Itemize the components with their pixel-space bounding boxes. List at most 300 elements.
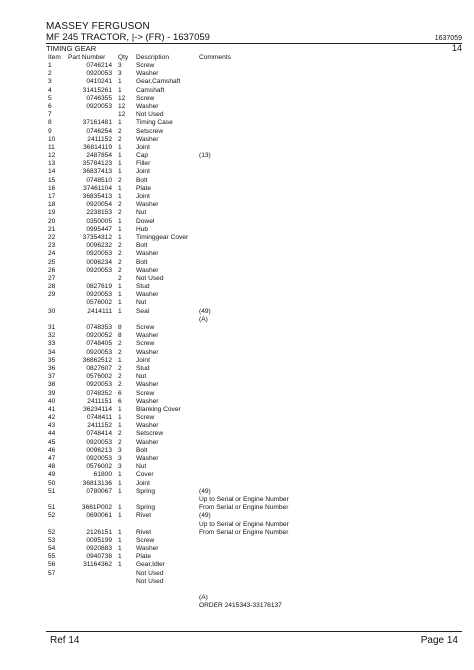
- cell-qty: 1: [118, 86, 122, 94]
- table-row: [0, 602, 474, 610]
- cell-description: Rivet: [136, 528, 152, 536]
- table-row: [0, 373, 474, 381]
- cell-part-number: 0748414: [86, 430, 112, 438]
- cell-item: 18: [48, 201, 56, 209]
- col-part-header: Part Number: [68, 54, 106, 61]
- cell-qty: 1: [118, 160, 122, 168]
- table-row: [0, 398, 474, 406]
- cell-description: Joint: [136, 193, 150, 200]
- cell-description: Bolt: [136, 176, 148, 184]
- cell-item: 48: [48, 463, 56, 471]
- cell-qty: 1: [118, 283, 122, 291]
- cell-part-number: 2238153: [86, 209, 112, 217]
- table-row: [0, 553, 474, 561]
- cell-description: Bolt: [136, 242, 148, 250]
- cell-item: 2: [48, 70, 52, 78]
- cell-description: Washer: [136, 70, 159, 78]
- cell-description: Not Used: [136, 274, 164, 282]
- cell-item: 29: [48, 291, 56, 299]
- cell-part-number: 0995447: [86, 225, 112, 233]
- cell-qty: 2: [118, 250, 122, 258]
- cell-item: 45: [48, 438, 56, 446]
- cell-part-number: 0096234: [86, 258, 112, 266]
- cell-description: Screw: [136, 389, 155, 397]
- table-row: [0, 201, 474, 209]
- cell-item: 6: [48, 102, 52, 110]
- table-row: [0, 381, 474, 389]
- cell-qty: 1: [118, 225, 122, 233]
- cell-item: 21: [48, 225, 56, 233]
- cell-part-number: 0748405: [86, 340, 112, 348]
- cell-description: Timinggear Cover: [136, 233, 189, 241]
- table-row: [0, 521, 474, 529]
- cell-description: Screw: [136, 414, 155, 422]
- cell-qty: 1: [118, 193, 122, 200]
- cell-part-number: 0690061: [86, 512, 112, 520]
- cell-comments: (49): [199, 512, 211, 520]
- cell-description: Washer: [136, 438, 159, 446]
- cell-item: 23: [48, 242, 56, 250]
- cell-part-number: 35784123: [82, 160, 112, 168]
- cell-part-number: 2411152: [87, 422, 112, 430]
- cell-part-number: 0746254: [86, 127, 112, 135]
- cell-qty: 2: [118, 381, 122, 389]
- cell-description: Blanking Cover: [136, 405, 181, 413]
- table-row: [0, 480, 474, 488]
- cell-item: 40: [48, 397, 56, 405]
- cell-qty: 1: [118, 78, 122, 86]
- col-comments-header: Comments: [199, 54, 231, 61]
- cell-part-number: 0095199: [86, 536, 112, 544]
- table-row: [0, 349, 474, 357]
- cell-part-number: 37354312: [82, 233, 112, 241]
- cell-description: Gear,Camshaft: [136, 78, 181, 86]
- table-row: [0, 406, 474, 414]
- table-row: [0, 291, 474, 299]
- table-row: [0, 62, 474, 70]
- cell-item: 52: [48, 528, 56, 536]
- cell-qty: 1: [118, 422, 122, 430]
- cell-item: 15: [48, 176, 56, 184]
- cell-part-number: 0920053: [86, 291, 112, 299]
- cell-qty: 1: [118, 233, 122, 241]
- cell-part-number: 2411152: [87, 135, 112, 143]
- cell-item: 31: [48, 324, 56, 331]
- cell-item: 20: [48, 217, 56, 225]
- cell-description: Washer: [136, 348, 159, 356]
- cell-description: Setscrew: [136, 127, 164, 135]
- table-row: [0, 340, 474, 348]
- cell-description: Cover: [136, 471, 154, 479]
- table-row: [0, 365, 474, 373]
- table-row: [0, 70, 474, 78]
- cell-item: 13: [48, 160, 56, 168]
- cell-qty: 2: [118, 340, 122, 348]
- cell-item: 28: [48, 283, 56, 291]
- table-row: [0, 185, 474, 193]
- table-row: [0, 545, 474, 553]
- cell-description: Washer: [136, 201, 159, 209]
- cell-item: 10: [48, 135, 56, 143]
- cell-description: Screw: [136, 536, 155, 544]
- cell-part-number: 0920053: [86, 455, 112, 462]
- cell-part-number: 0746214: [86, 62, 112, 69]
- table-row: [0, 504, 474, 512]
- cell-part-number: 36814119: [83, 143, 112, 151]
- table-row: [0, 193, 474, 201]
- cell-item: 57: [48, 569, 56, 577]
- cell-item: 14: [48, 168, 56, 176]
- cell-qty: 1: [118, 168, 122, 176]
- cell-qty: 1: [118, 152, 122, 160]
- cell-description: Screw: [136, 324, 155, 331]
- cell-qty: 2: [118, 348, 122, 356]
- cell-item: 11: [48, 143, 55, 151]
- cell-part-number: 0940738: [86, 553, 112, 561]
- cell-item: 56: [48, 561, 56, 569]
- footer-ref: Ref 14: [50, 635, 80, 646]
- table-row: [0, 488, 474, 496]
- model-title: MF 245 TRACTOR, |-> (FR) - 1637059: [46, 32, 210, 43]
- cell-description: Gear,Idler: [136, 561, 165, 569]
- cell-qty: 2: [118, 258, 122, 266]
- cell-item: 41: [48, 405, 56, 413]
- cell-comments: Up to Serial or Engine Number: [199, 520, 289, 528]
- cell-qty: 1: [118, 553, 122, 561]
- table-row: [0, 87, 474, 95]
- cell-item: 19: [48, 209, 56, 217]
- cell-comments: From Serial or Engine Number: [199, 504, 289, 512]
- cell-qty: 2: [118, 373, 122, 381]
- cell-item: 26: [48, 266, 56, 274]
- cell-item: 32: [48, 332, 56, 340]
- table-row: [0, 357, 474, 365]
- table-row: [0, 512, 474, 520]
- table-row: [0, 332, 474, 340]
- cell-item: 3: [48, 78, 52, 86]
- cell-item: 47: [48, 455, 56, 462]
- cell-description: Screw: [136, 62, 155, 69]
- table-row: [0, 463, 474, 471]
- cell-description: Camshaft: [136, 86, 165, 94]
- cell-qty: 2: [118, 209, 122, 217]
- cell-item: 30: [48, 307, 56, 315]
- cell-part-number: 0576002: [86, 373, 112, 381]
- cell-qty: 2: [118, 364, 122, 372]
- cell-part-number: 0748510: [86, 176, 112, 184]
- footer-rule: [46, 631, 462, 632]
- cell-item: 54: [48, 545, 56, 553]
- cell-item: 43: [48, 422, 56, 430]
- table-row: [0, 537, 474, 545]
- footer-row: [46, 634, 462, 648]
- cell-description: Washer: [136, 332, 159, 340]
- cell-description: Joint: [136, 168, 150, 176]
- cell-qty: 12: [118, 111, 126, 119]
- footer-page: Page 14: [420, 635, 458, 646]
- cell-description: Washer: [136, 266, 159, 274]
- table-row: [0, 578, 474, 586]
- cell-qty: 2: [118, 438, 122, 446]
- cell-part-number: 0920053: [86, 348, 112, 356]
- cell-part-number: 2487854: [86, 152, 112, 160]
- section-title: TIMING GEAR: [46, 44, 97, 53]
- table-row: [0, 496, 474, 504]
- cell-qty: 1: [118, 119, 122, 127]
- cell-description: Plate: [136, 553, 152, 561]
- cell-qty: 1: [118, 217, 122, 225]
- table-row: [0, 250, 474, 258]
- cell-item: 38: [48, 381, 56, 389]
- cell-comments: (49): [199, 307, 211, 315]
- cell-part-number: 0920053: [86, 250, 112, 258]
- table-row: [0, 111, 474, 119]
- cell-item: 16: [48, 184, 56, 192]
- cell-description: Setscrew: [136, 430, 164, 438]
- column-headers: [0, 54, 474, 62]
- cell-qty: 1: [118, 545, 122, 553]
- cell-description: Washer: [136, 455, 159, 462]
- cell-part-number: 0920054: [86, 201, 112, 209]
- table-row: [0, 324, 474, 332]
- table-row: [0, 267, 474, 275]
- table-row: [0, 160, 474, 168]
- table-row: [0, 594, 474, 602]
- table-row: [0, 439, 474, 447]
- cell-qty: 2: [118, 242, 122, 250]
- cell-comments: (A): [199, 315, 208, 323]
- cell-qty: 1: [118, 504, 122, 512]
- cell-item: 22: [48, 233, 56, 241]
- cell-comments: (49): [199, 487, 211, 495]
- cell-part-number: 0827607: [86, 364, 112, 372]
- col-item-header: Item: [48, 54, 61, 61]
- cell-description: Plate: [136, 184, 152, 192]
- cell-qty: 1: [118, 356, 122, 364]
- table-row: [0, 283, 474, 291]
- table-row: [0, 95, 474, 103]
- cell-item: 52: [48, 512, 56, 520]
- cell-part-number: 36862512: [82, 356, 112, 364]
- cell-qty: 1: [118, 291, 122, 299]
- cell-part-number: 0410241: [86, 78, 112, 86]
- cell-part-number: 36837413: [82, 168, 112, 176]
- cell-qty: 6: [118, 397, 122, 405]
- section-page-number: 14: [451, 43, 462, 53]
- document-footer: [46, 631, 462, 648]
- cell-description: Spring: [136, 487, 156, 495]
- cell-part-number: 2126151: [86, 528, 112, 536]
- cell-part-number: 0576002: [86, 463, 112, 471]
- cell-qty: 3: [118, 62, 122, 69]
- cell-part-number: 0096213: [86, 446, 112, 454]
- cell-part-number: 0920053: [86, 70, 112, 78]
- table-row: [0, 561, 474, 569]
- table-row: [0, 168, 474, 176]
- cell-part-number: 37161481: [82, 119, 112, 127]
- cell-comments: From Serial or Engine Number: [199, 528, 289, 536]
- cell-description: Not Used: [136, 569, 164, 577]
- cell-description: Dowel: [136, 217, 155, 225]
- cell-item: 51: [48, 487, 56, 495]
- cell-item: 36: [48, 364, 56, 372]
- cell-item: 51: [48, 504, 56, 512]
- cell-description: Nut: [136, 463, 147, 471]
- cell-description: Joint: [136, 356, 150, 364]
- cell-description: Spring: [136, 504, 156, 512]
- cell-item: 33: [48, 340, 56, 348]
- cell-description: Nut: [136, 209, 147, 217]
- cell-part-number: 0827619: [86, 283, 112, 291]
- table-row: [0, 234, 474, 242]
- cell-qty: 8: [118, 324, 122, 331]
- cell-part-number: 0920053: [86, 438, 112, 446]
- cell-description: Cap: [136, 152, 149, 160]
- table-row: [0, 275, 474, 283]
- cell-qty: 2: [118, 127, 122, 135]
- cell-qty: 1: [118, 405, 122, 413]
- cell-description: Rivet: [136, 512, 152, 520]
- model-partno: 1637059: [434, 35, 462, 42]
- table-row: [0, 119, 474, 127]
- cell-part-number: 0746355: [86, 94, 112, 102]
- cell-item: 37: [48, 373, 56, 381]
- cell-item: 4: [48, 86, 52, 94]
- cell-comments: (A): [199, 594, 208, 602]
- company-name: MASSEY FERGUSON: [46, 21, 150, 32]
- cell-qty: 6: [118, 389, 122, 397]
- table-row: [0, 390, 474, 398]
- cell-item: 49: [48, 471, 56, 479]
- cell-qty: 1: [118, 471, 122, 479]
- table-row: [0, 103, 474, 111]
- cell-part-number: 0576002: [86, 299, 112, 307]
- cell-part-number: 0096232: [86, 242, 112, 250]
- cell-part-number: 2411151: [87, 397, 112, 405]
- table-row: [0, 414, 474, 422]
- table-row: [0, 308, 474, 316]
- cell-qty: 2: [118, 201, 122, 209]
- cell-item: 39: [48, 389, 56, 397]
- cell-description: Washer: [136, 102, 159, 110]
- table-row: [0, 128, 474, 136]
- cell-qty: 12: [118, 102, 126, 110]
- cell-item: 12: [48, 152, 56, 160]
- cell-qty: 2: [118, 266, 122, 274]
- document-header: [46, 21, 462, 53]
- cell-part-number: 0920053: [86, 266, 112, 274]
- table-row: [0, 586, 474, 594]
- cell-item: 7: [48, 111, 52, 119]
- cell-description: Washer: [136, 135, 159, 143]
- col-desc-header: Description: [136, 54, 169, 61]
- cell-description: Bolt: [136, 446, 148, 454]
- cell-part-number: 0748352: [86, 389, 112, 397]
- table-row: [0, 430, 474, 438]
- table-row: [0, 78, 474, 86]
- cell-comments: ORDER 2415343-33176137: [199, 602, 282, 610]
- cell-item: 42: [48, 414, 56, 422]
- cell-qty: 1: [118, 536, 122, 544]
- cell-description: Washer: [136, 545, 159, 553]
- table-row: [0, 529, 474, 537]
- table-row: [0, 152, 474, 160]
- cell-item: 27: [48, 274, 56, 282]
- table-row: [0, 447, 474, 455]
- cell-part-number: 0920053: [86, 381, 112, 389]
- cell-item: 35: [48, 356, 56, 364]
- cell-part-number: 0350005: [86, 217, 112, 225]
- table-row: [0, 218, 474, 226]
- section-row: [46, 44, 462, 53]
- cell-item: 25: [48, 258, 56, 266]
- cell-description: Hub: [136, 225, 149, 233]
- cell-qty: 2: [118, 274, 122, 282]
- cell-qty: 8: [118, 332, 122, 340]
- cell-comments: (13): [199, 152, 211, 160]
- cell-qty: 1: [118, 561, 122, 569]
- cell-part-number: 0920052: [86, 332, 112, 340]
- cell-qty: 2: [118, 135, 122, 143]
- cell-part-number: 61800: [93, 471, 112, 479]
- cell-description: Filler: [136, 160, 151, 168]
- table-row: [0, 570, 474, 578]
- cell-qty: 3: [118, 446, 122, 454]
- cell-qty: 12: [118, 94, 126, 102]
- cell-description: Screw: [136, 94, 155, 102]
- cell-description: Washer: [136, 291, 159, 299]
- cell-part-number: 36234114: [83, 405, 112, 413]
- table-row: [0, 422, 474, 430]
- cell-qty: 1: [118, 479, 122, 487]
- cell-description: Stud: [136, 364, 150, 372]
- cell-item: 34: [48, 348, 56, 356]
- cell-item: 46: [48, 446, 56, 454]
- cell-part-number: 37461104: [83, 184, 112, 192]
- col-qty-header: Qty: [118, 54, 129, 61]
- cell-qty: 1: [118, 414, 122, 422]
- table-row: [0, 316, 474, 324]
- cell-item: 1: [48, 62, 52, 69]
- cell-description: Seal: [136, 307, 150, 315]
- cell-qty: 1: [118, 487, 122, 495]
- table-row: [0, 299, 474, 307]
- cell-part-number: 36835413: [82, 193, 112, 200]
- cell-item: 17: [48, 193, 56, 200]
- table-row: [0, 471, 474, 479]
- cell-part-number: 31164362: [83, 561, 112, 569]
- cell-part-number: 0920053: [86, 102, 112, 110]
- cell-qty: 2: [118, 176, 122, 184]
- parts-table: [0, 62, 474, 611]
- cell-item: 5: [48, 94, 52, 102]
- cell-item: 9: [48, 127, 52, 135]
- cell-description: Nut: [136, 373, 147, 381]
- table-row: [0, 144, 474, 152]
- table-row: [0, 209, 474, 217]
- cell-qty: 2: [118, 430, 122, 438]
- model-row: [46, 32, 462, 43]
- cell-qty: 3: [118, 455, 122, 462]
- cell-item: 8: [48, 119, 52, 127]
- table-row: [0, 242, 474, 250]
- cell-qty: 1: [118, 528, 122, 536]
- table-row: [0, 259, 474, 267]
- table-row: [0, 177, 474, 185]
- cell-description: Washer: [136, 381, 159, 389]
- cell-part-number: 0748353: [86, 324, 112, 331]
- cell-part-number: 2414111: [87, 307, 112, 315]
